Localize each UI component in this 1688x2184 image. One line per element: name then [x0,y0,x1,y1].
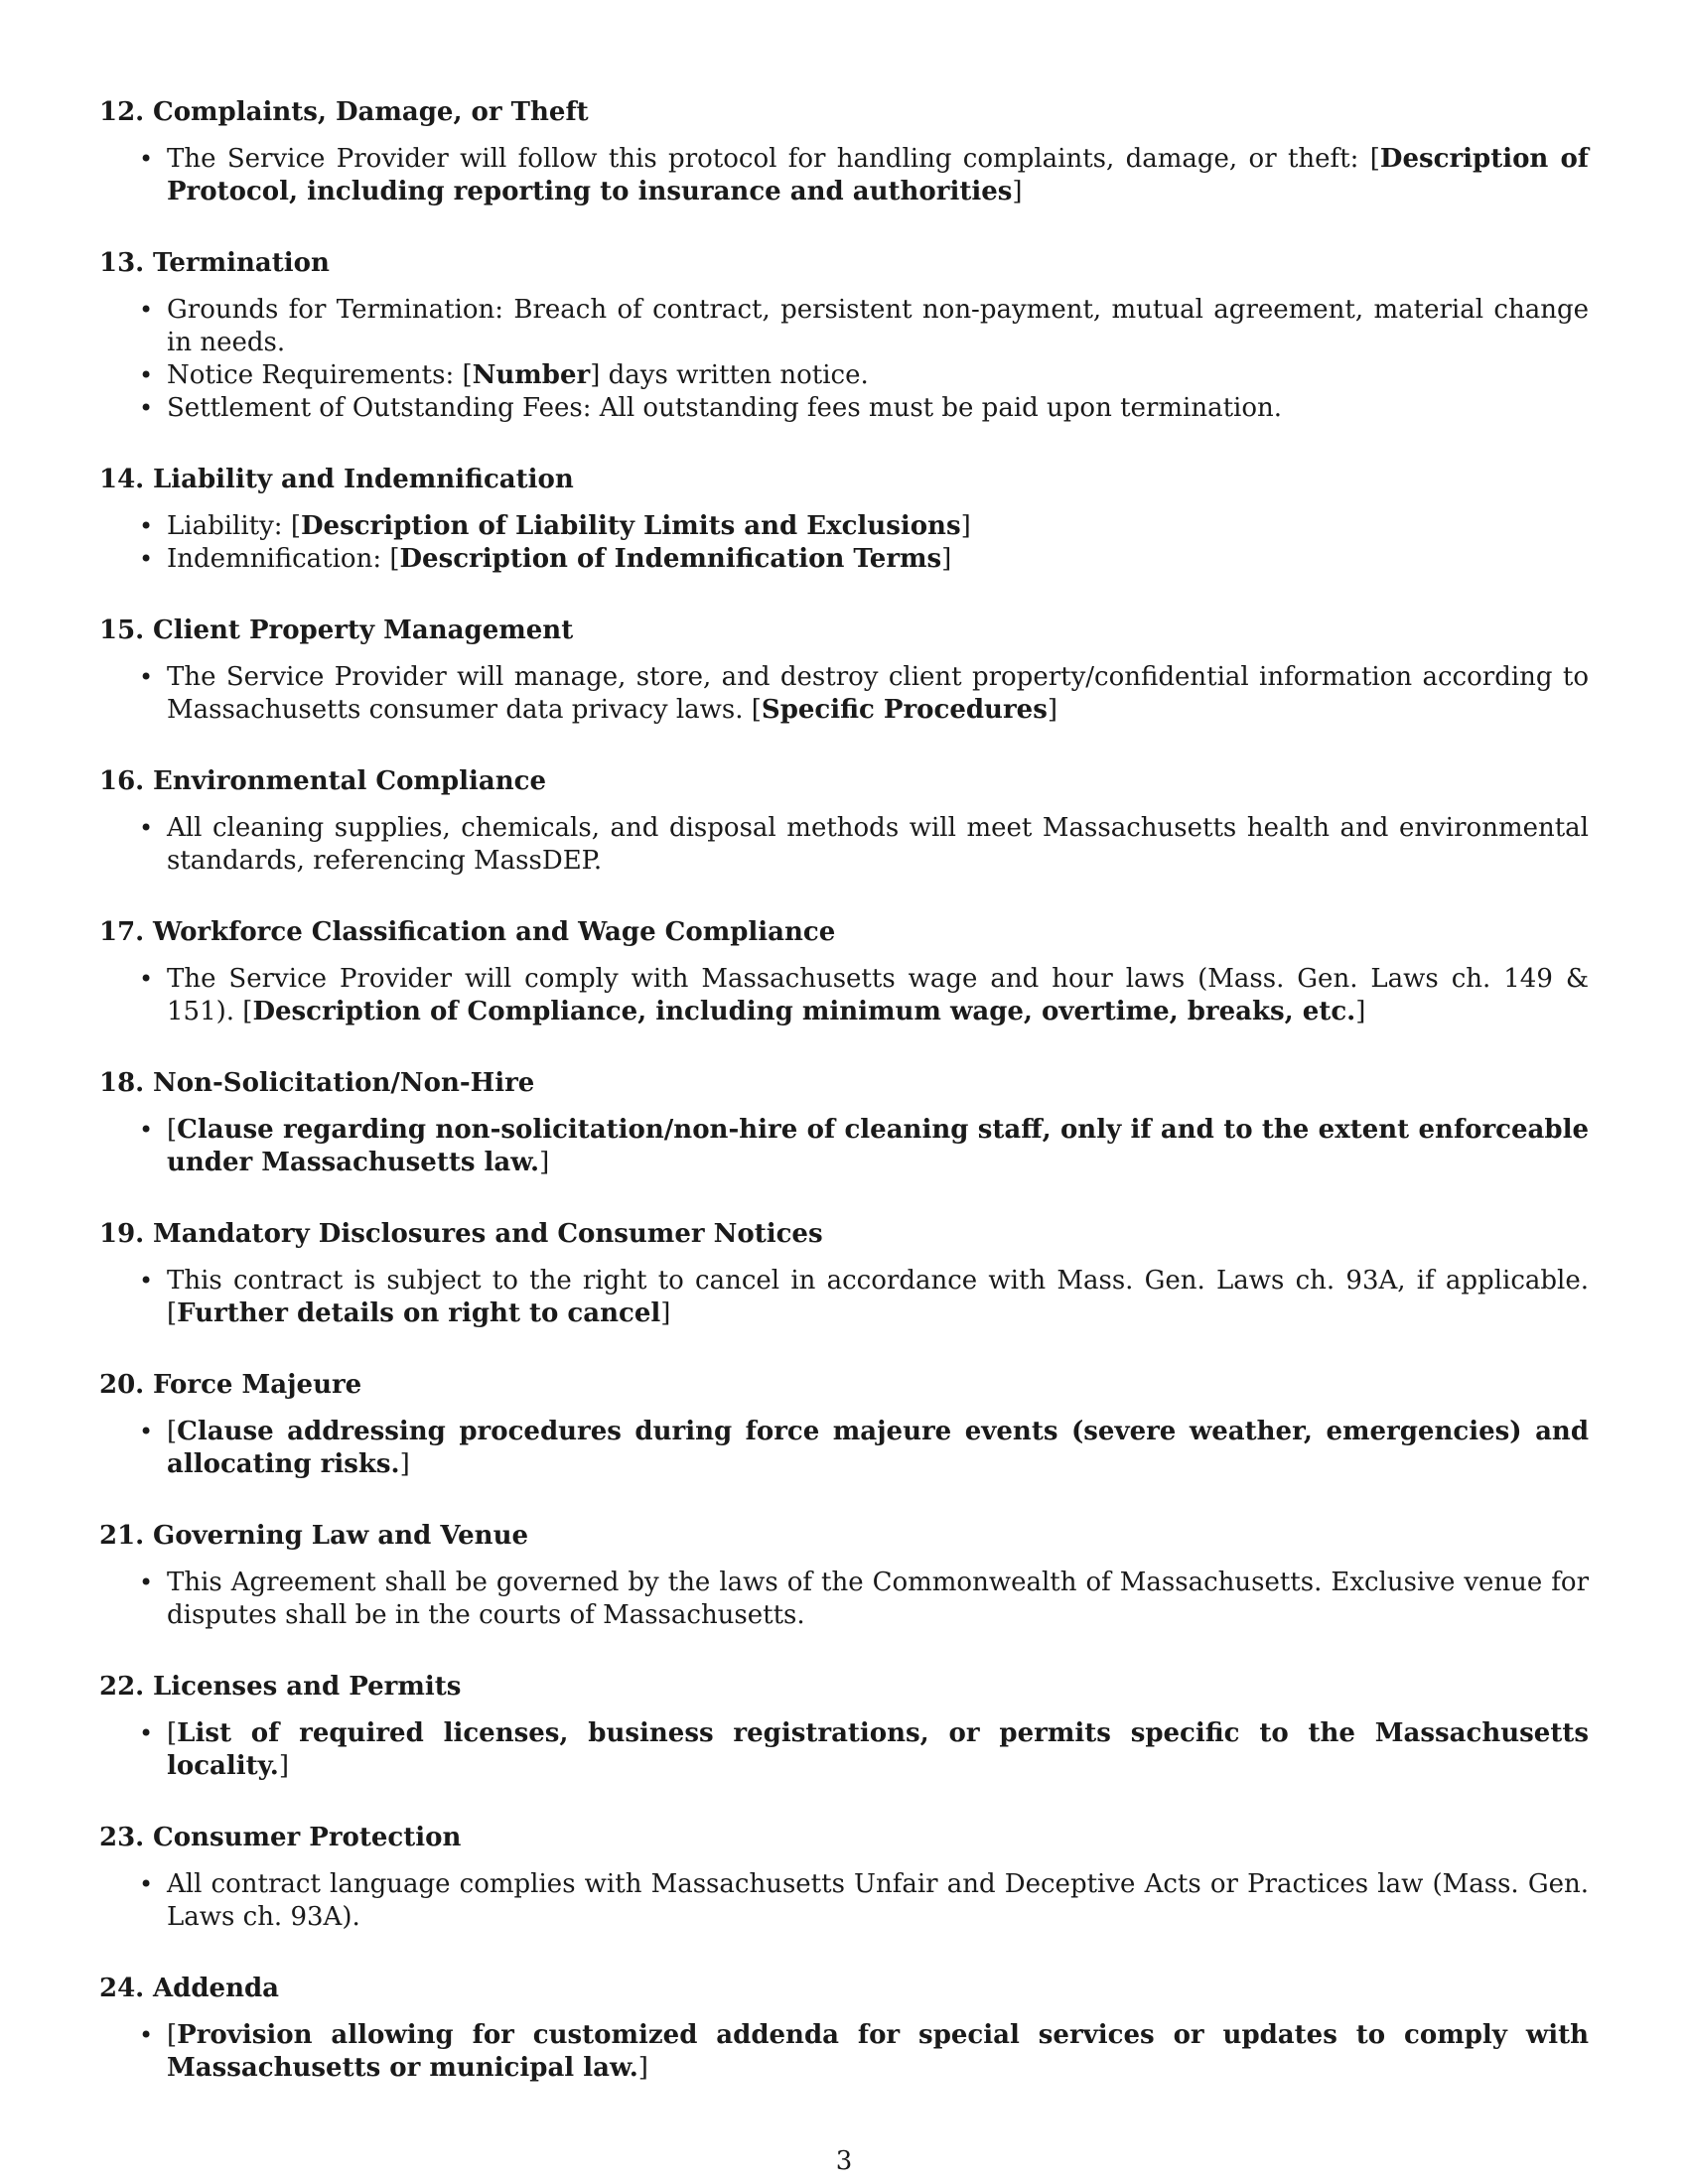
bullet-list [99,143,1589,208]
section-title: Environmental Compliance [153,766,546,796]
section-title: Workforce Classification and Wage Compliance [153,917,836,947]
placeholder-text: Specific Procedures [761,695,1048,725]
section-number: 15. [99,615,145,645]
body-text: ] [1047,695,1057,725]
section-heading [99,1972,1589,2005]
section-number: 21. [99,1521,145,1551]
section-20 [99,1368,1589,1481]
section-heading [99,1368,1589,1402]
body-text: [ [167,1115,178,1145]
body-text: Indemnification: [ [167,544,400,574]
list-item [167,1567,1589,1632]
section-title: Complaints, Damage, or Theft [153,97,589,127]
section-title: Licenses and Permits [153,1672,462,1702]
placeholder-text: Clause addressing procedures during force majeure events (severe weather, emergencies) and allocating risks. [167,1417,1589,1479]
list-item [167,1416,1589,1481]
section-title: Client Property Management [153,615,574,645]
body-text: Settlement of Outstanding Fees: All outstanding fees must be paid upon termination. [167,393,1283,423]
section-title: Mandatory Disclosures and Consumer Notices [153,1219,823,1249]
body-text: All cleaning supplies, chemicals, and disposal methods will meet Massachusetts health and environmental standards, referencing MassDEP. [167,813,1589,876]
bullet-list [99,510,1589,576]
bullet-list [99,2019,1589,2085]
section-number: 14. [99,465,145,494]
section-15 [99,614,1589,727]
body-text: ] [399,1449,410,1479]
list-item [167,963,1589,1028]
list-item [167,1717,1589,1783]
section-number: 13. [99,248,145,278]
section-19 [99,1217,1589,1330]
body-text: [ [167,2020,178,2050]
section-21 [99,1519,1589,1632]
body-text: The Service Provider will comply with Massachusetts wage and hour laws (Mass. Gen. Laws ch. 149 & 151). [ [167,964,1589,1026]
section-heading [99,1066,1589,1100]
placeholder-text: Further details on right to cancel [177,1298,661,1328]
section-title: Force Majeure [153,1370,362,1400]
section-14 [99,463,1589,576]
section-number: 20. [99,1370,145,1400]
body-text: ] [637,2053,648,2083]
section-12 [99,95,1589,208]
bullet-list [99,963,1589,1028]
body-text: The Service Provider will follow this protocol for handling complaints, damage, or theft: [ [167,144,1380,174]
body-text: This contract is subject to the right to cancel in accordance with Mass. Gen. Laws ch. 93A, if applicable. [ [167,1266,1589,1328]
section-number: 16. [99,766,145,796]
body-text: ] [660,1298,671,1328]
list-item [167,143,1589,208]
section-23 [99,1821,1589,1934]
section-heading [99,915,1589,949]
placeholder-text: List of required licenses, business registrations, or permits specific to the Massachusetts locality. [167,1718,1589,1781]
list-item [167,2019,1589,2085]
section-24 [99,1972,1589,2085]
body-text: Liability: [ [167,511,301,541]
bullet-list [99,812,1589,878]
section-22 [99,1670,1589,1783]
section-16 [99,764,1589,878]
list-item [167,543,1589,576]
list-item [167,812,1589,878]
body-text: ] [1012,177,1023,206]
list-item [167,1114,1589,1179]
section-title: Non-Solicitation/Non-Hire [153,1068,535,1098]
placeholder-text: Provision allowing for customized addenda for special services or updates to comply with Massachusetts or municipal law. [167,2020,1589,2083]
document-body [99,95,1589,2122]
body-text: All contract language complies with Massachusetts Unfair and Deceptive Acts or Practices law (Mass. Gen. Laws ch. 93A). [167,1869,1589,1932]
list-item [167,294,1589,359]
section-heading [99,95,1589,129]
section-heading [99,1519,1589,1553]
list-item [167,359,1589,392]
placeholder-text: Description of Protocol, including reporting to insurance and authorities [167,144,1589,206]
list-item [167,392,1589,425]
bullet-list [99,1114,1589,1179]
bullet-list [99,1265,1589,1330]
section-title: Addenda [153,1974,280,2003]
section-heading [99,1821,1589,1854]
list-item [167,510,1589,543]
list-item [167,661,1589,727]
section-number: 19. [99,1219,145,1249]
section-heading [99,246,1589,280]
bullet-list [99,661,1589,727]
body-text: ] [278,1751,289,1781]
section-number: 22. [99,1672,145,1702]
section-number: 24. [99,1974,145,2003]
section-number: 23. [99,1823,145,1852]
body-text: ] days written notice. [590,360,869,390]
section-number: 12. [99,97,145,127]
section-title: Governing Law and Venue [153,1521,529,1551]
placeholder-text: Description of Indemnification Terms [399,544,942,574]
list-item [167,1868,1589,1934]
bullet-list [99,1567,1589,1632]
section-heading [99,1670,1589,1704]
bullet-list [99,1868,1589,1934]
body-text: Grounds for Termination: Breach of contract, persistent non-payment, mutual agreement, material change in needs. [167,295,1589,357]
section-title: Liability and Indemnification [153,465,574,494]
body-text: ] [539,1148,550,1177]
body-text: [ [167,1718,178,1748]
page-number: 3 [835,2146,853,2176]
placeholder-text: Description of Liability Limits and Exclusions [300,511,961,541]
section-number: 18. [99,1068,145,1098]
body-text: ] [960,511,971,541]
section-heading [99,614,1589,647]
body-text: This Agreement shall be governed by the laws of the Commonwealth of Massachusetts. Exclusive venue for disputes shall be in the courts of Massachusetts. [167,1568,1589,1630]
body-text: Notice Requirements: [ [167,360,473,390]
placeholder-text: Description of Compliance, including minimum wage, overtime, breaks, etc. [252,997,1356,1026]
body-text: [ [167,1417,178,1446]
bullet-list [99,1416,1589,1481]
bullet-list [99,294,1589,425]
list-item [167,1265,1589,1330]
section-title: Consumer Protection [153,1823,462,1852]
bullet-list [99,1717,1589,1783]
section-heading [99,764,1589,798]
placeholder-text: Clause regarding non-solicitation/non-hire of cleaning staff, only if and to the extent enforceable under Massachusetts law. [167,1115,1589,1177]
section-18 [99,1066,1589,1179]
section-heading [99,463,1589,496]
section-13 [99,246,1589,425]
section-heading [99,1217,1589,1251]
body-text: ] [1355,997,1366,1026]
placeholder-text: Number [472,360,591,390]
section-number: 17. [99,917,145,947]
section-17 [99,915,1589,1028]
body-text: The Service Provider will manage, store, and destroy client property/confidential information according to Massachusetts consumer data privacy laws. [ [167,662,1589,725]
section-title: Termination [153,248,330,278]
body-text: ] [941,544,952,574]
